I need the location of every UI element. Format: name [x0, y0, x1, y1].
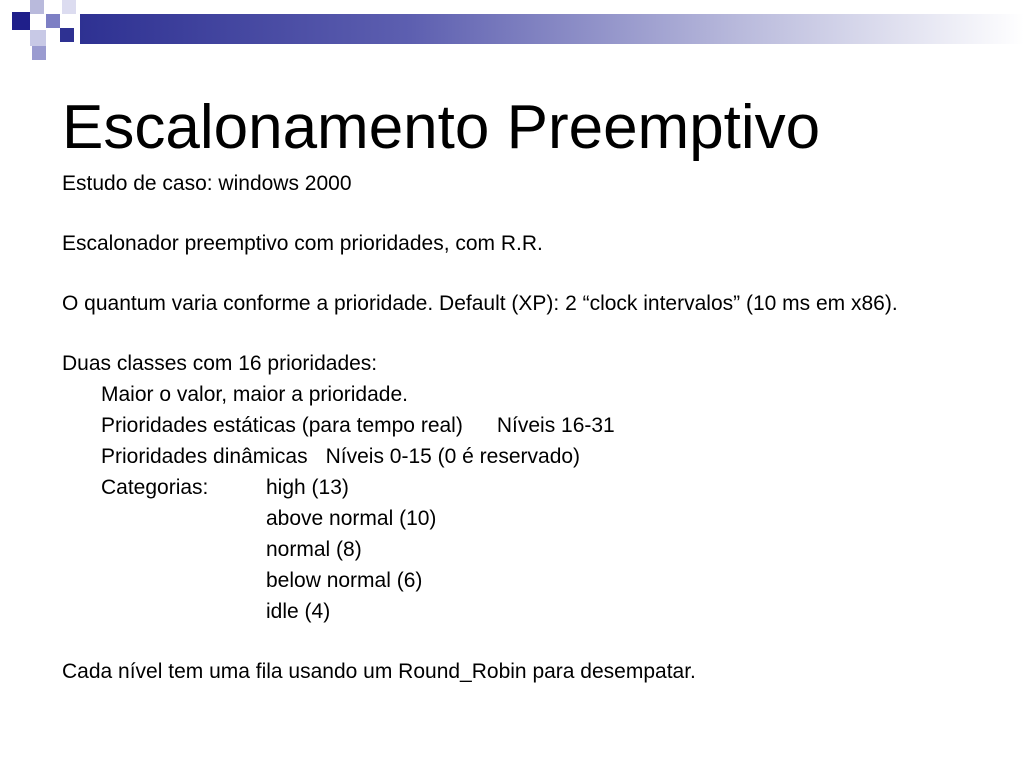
sub-item-dynamic-priorities	[62, 441, 982, 472]
dynamic-priorities-levels: Níveis 0-15 (0 é reservado)	[325, 445, 581, 468]
decorative-square	[62, 0, 76, 14]
category-item: below normal (6)	[266, 569, 423, 592]
sub-item-static-priorities	[62, 410, 982, 441]
subtitle: Estudo de caso: windows 2000	[62, 172, 352, 195]
header-gradient-bar	[80, 14, 1024, 44]
static-priorities-label: Prioridades estáticas (para tempo real)	[101, 414, 463, 437]
slide-title: Escalonamento Preemptivo	[62, 93, 821, 162]
category-item: high (13)	[266, 476, 349, 499]
categories-row	[62, 565, 982, 596]
categories-row	[62, 596, 982, 627]
category-item: above normal (10)	[266, 507, 437, 530]
paragraph-scheduler: Escalonador preemptivo com prioridades, com R.R.	[62, 232, 543, 255]
categories-label: Categorias:	[101, 476, 209, 499]
decorative-square	[12, 12, 30, 30]
decorative-square	[30, 0, 44, 14]
static-priorities-levels: Níveis 16-31	[496, 414, 615, 437]
paragraph-classes: Duas classes com 16 prioridades:	[62, 352, 378, 375]
dynamic-priorities-label: Prioridades dinâmicas	[101, 445, 308, 468]
categories-row	[62, 534, 982, 565]
categories-row	[62, 503, 982, 534]
slide-body	[62, 168, 982, 687]
paragraph-quantum: O quantum varia conforme a prioridade. Default (XP): 2 “clock intervalos” (10 ms em x86).	[62, 292, 898, 315]
sub-item-priority-rule: Maior o valor, maior a prioridade.	[101, 383, 408, 406]
category-item: idle (4)	[266, 600, 331, 623]
category-item: normal (8)	[266, 538, 362, 561]
decorative-square	[46, 14, 60, 28]
decorative-square	[32, 46, 46, 60]
decorative-square	[30, 30, 46, 46]
paragraph-round-robin: Cada nível tem uma fila usando um Round_Robin para desempatar.	[62, 660, 696, 683]
decorative-square	[60, 28, 74, 42]
categories-row	[62, 472, 982, 503]
